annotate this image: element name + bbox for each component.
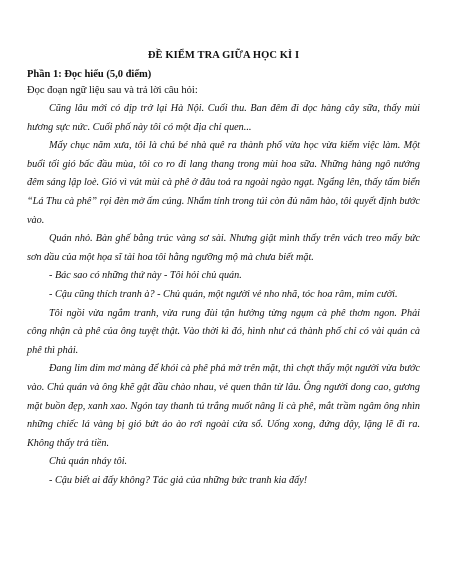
passage-paragraph: Mấy chục năm xưa, tôi là chú bé nhà quê ra thành phố vừa học vừa kiếm việc làm. Một buổi tối gió bấc đầu mùa, tôi co ro đi lang thang trong mùi hoa sữa. Những hàng ngô nướng đêm sáng lập loè. Gió vì vút mùi cà phê ở đâu toả ra ngoài ngào ngạt. Ngẩng lên, thấy tấm biển “Lá Thu cà phê” rọi đèn mờ ấm cúng. Nhẩm tính trong túi còn đủ năm hào, tôi quyết định bước vào. [27,140,420,226]
page-title: ĐỀ KIỂM TRA GIỮA HỌC KÌ I [147,50,300,61]
reading-passage [27,100,420,490]
passage-paragraph: - Cậu biết ai đấy không? Tác giả của những bức tranh kia đấy! [49,474,308,486]
passage-paragraph: Cũng lâu mới có dịp trở lại Hà Nội. Cuối thu. Ban đêm đi dọc hàng cây sữa, thấy mùi hương sực nức. Cuối phố này tôi có một địa chỉ quen... [27,103,420,133]
passage-paragraph: Chủ quán nháy tôi. [49,456,128,468]
section-heading: Phần 1: Đọc hiểu (5,0 điểm) [27,69,152,80]
instruction-text: Đọc đoạn ngữ liệu sau và trả lời câu hỏi: [27,85,198,96]
passage-paragraph: Quán nhỏ. Bàn ghế bằng trúc vàng sơ sài. Nhưng giật mình thấy trên vách treo mấy bức sơn dầu của một họa sĩ tài hoa tôi hằng ngưỡng mộ mà chưa biết mặt. [27,233,420,263]
passage-paragraph: - Bác sao có những thứ này - Tôi hỏi chủ quán. [49,270,242,282]
passage-paragraph: Tôi ngồi vừa ngắm tranh, vừa rung đùi tận hưởng từng ngụm cà phê thơm ngon. Phải công nhận cà phê của ông tuyệt thật. Vào thời kì đó, hình như cả thành phố chỉ có vài quán cà phê thì phải. [27,307,420,356]
passage-paragraph: Đang lim dim mơ màng để khói cà phê phả mờ trên mặt, thì chợt thấy một người vừa bước vào. Chủ quán và ông khẽ gật đầu chào nhau, vẻ quen thân từ lâu. Ông người dong cao, gương mặt buồn đẹp, xanh xao. Ngón tay thanh tú trắng muốt nâng li cà phê, mắt trầm ngâm ông nhìn những chiếc lá vàng bị gió bứt áo ào rơi ngoài cửa sổ. Uống xong, đứng dậy, lặng lẽ đi ra. Không thấy trả tiền. [27,363,420,449]
passage-paragraph: - Cậu cũng thích tranh à? - Chủ quán, một người vẻ nho nhã, tóc hoa râm, mỉm cười. [49,288,398,300]
